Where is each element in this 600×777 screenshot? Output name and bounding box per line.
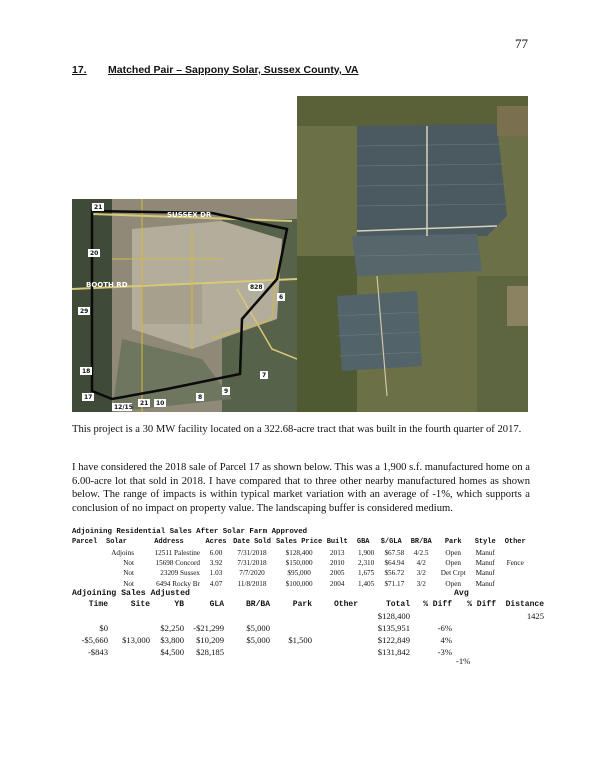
table-cell: 4/2 [416,558,426,567]
table-cell [500,568,530,578]
table-cell: 2010 [330,558,345,567]
table-cell: $10,209 [196,635,224,645]
table-cell: 7/31/2018 [237,548,267,557]
map-label: 17 [84,394,93,401]
table-cell: $5,000 [246,635,270,645]
table-cell [108,646,150,658]
table-cell [452,610,496,622]
table-cell [312,634,358,646]
table-cell: $150,000 [285,558,313,567]
column-header: Style [474,538,496,547]
table-cell: $4,500 [160,647,184,657]
map-label: 10 [156,400,165,407]
table-cell: $67.58 [384,548,405,557]
column-header: Distance [505,599,544,609]
table-row [70,547,530,557]
average-percent-diff: -1% [456,656,471,666]
table-cell: -$5,660 [81,635,108,645]
table-cell: -$843 [87,647,108,657]
table-cell [496,622,544,634]
map-label: 18 [82,368,91,375]
table-cell: Adjoins [111,548,134,557]
table-cell: 11/8/2018 [237,579,267,588]
table-cell [70,568,104,578]
table-cell: 2004 [330,579,345,588]
table-cell [108,610,150,622]
adjusted-table-title: Adjoining Sales Adjusted [72,589,190,598]
sales-table [70,537,530,589]
table-header-row [70,537,530,547]
table-cell [184,610,224,622]
table-cell: Manuf [475,569,495,578]
table-cell: 2005 [330,569,345,578]
map-label: 12/15 [114,404,133,411]
section-number: 17. [72,64,87,76]
table-cell: Fence [506,558,524,567]
table-row [72,610,544,622]
column-header: Other [504,538,526,547]
table-cell: Manuf [475,579,495,588]
table-cell: $64.94 [384,558,405,567]
aerial-photo [297,96,528,412]
table-cell [452,634,496,646]
table-cell [224,610,270,622]
table-cell: 4% [440,635,452,645]
table-cell: 3/2 [416,569,426,578]
table-cell [270,622,312,634]
table-cell: Manuf [475,558,495,567]
column-header: Acres [205,538,227,547]
table-cell: 6494 Rocky Br [156,579,200,588]
sales-table-title: Adjoining Residential Sales After Solar Farm Approved [72,528,308,536]
table-cell [70,547,104,557]
table-cell: $128,400 [377,611,410,621]
table-cell [410,610,452,622]
table-cell: 6.00 [209,548,223,557]
table-cell [312,646,358,658]
adjusted-avg-label: Avg [454,589,469,598]
table-cell [70,558,104,568]
column-header: Date Sold [233,538,271,547]
table-cell [70,579,104,589]
table-cell: $135,951 [377,623,410,633]
column-header: Park [444,538,462,547]
table-cell [496,634,544,646]
table-cell: $128,400 [285,548,313,557]
table-row [70,558,530,568]
column-header: Total [385,599,410,609]
table-header-row [72,598,544,610]
page-number: 77 [515,36,528,51]
table-cell: 15698 Concord [155,558,200,567]
map-label: 8 [198,394,203,401]
adjusted-table [72,598,544,658]
table-cell: Open [445,548,461,557]
map-label: 6 [279,294,284,301]
column-header: Sales Price [276,538,323,547]
table-cell [270,610,312,622]
table-cell [452,622,496,634]
map-label: 828 [250,284,263,291]
table-cell: Open [445,579,461,588]
column-header: Address [154,538,184,547]
column-header: Solar [106,538,128,547]
table-cell: $5,000 [246,623,270,633]
table-cell: $122,849 [377,635,410,645]
map-label: 9 [224,388,229,395]
map-label: 29 [80,308,89,315]
table-cell [312,622,358,634]
column-header: Time [88,599,108,609]
table-cell [496,646,544,658]
column-header: BR/BA [245,599,270,609]
table-cell: 4/2.5 [413,548,429,557]
table-cell: Not [123,569,134,578]
table-cell: Not [123,558,134,567]
column-header: Parcel [72,538,98,547]
table-cell [270,646,312,658]
table-cell [108,622,150,634]
table-row [70,579,530,589]
table-cell: 4.07 [209,579,223,588]
section-title: Matched Pair – Sappony Solar, Sussex County, VA [108,64,359,76]
map-label: 21 [94,204,103,211]
table-cell: 7/7/2020 [239,569,265,578]
paragraph-analysis: I have considered the 2018 sale of Parcel 17 as shown below. This was a 1,900 s.f. manufactured home on a 6.00-acre lot that sold in 2018. I have compared that to three other nearby manufactured homes as shown below. The range of impacts is within typical market variation with an average of -1%, which supports a conclusion of no impact on property value. The landscaping buffer is considered medium. [72,462,530,514]
table-cell [500,579,530,589]
table-cell: 1425 [526,611,544,621]
table-cell: $56.72 [384,569,405,578]
table-cell: $0 [99,623,108,633]
table-cell: $71.17 [384,579,405,588]
table-cell: Manuf [475,548,495,557]
table-cell: 1,675 [358,569,375,578]
table-cell: 2,310 [358,558,375,567]
table-cell: Not [123,579,134,588]
table-cell: $95,000 [287,569,311,578]
column-header: GLA [209,599,224,609]
table-cell: Det Crpt [440,569,466,578]
column-header: Other [333,599,358,609]
table-cell: $1,500 [288,635,312,645]
table-cell: -3% [437,647,452,657]
table-cell: $13,000 [122,635,150,645]
table-cell: -6% [437,623,452,633]
section-heading [72,64,359,76]
table-cell [224,646,270,658]
table-cell: 1.03 [209,569,223,578]
table-cell: 7/31/2018 [237,558,267,567]
column-header: YB [174,599,184,609]
table-row [72,646,544,658]
column-header: % Diff [423,599,452,609]
table-cell: 3.92 [209,558,223,567]
table-cell [150,610,184,622]
table-cell: 2013 [330,548,345,557]
table-row [72,634,544,646]
table-cell: $131,842 [377,647,410,657]
table-row [72,622,544,634]
column-header: $/GLA [380,538,402,547]
table-cell: -$21,299 [193,623,224,633]
map-label: BOOTH RD [86,281,128,289]
column-header: % Diff [467,599,496,609]
table-cell: 12511 Palestine [154,548,200,557]
table-cell: $3,800 [160,635,184,645]
column-header: GBA [356,538,370,547]
column-header: Park [292,599,312,609]
table-cell [72,610,108,622]
table-cell: 1,900 [358,548,375,557]
table-cell: $100,000 [285,579,313,588]
paragraph-project: This project is a 30 MW facility located on a 322.68-acre tract that was built in the fourth quarter of 2017. [72,424,522,435]
table-row [70,568,530,578]
parcel-map [72,199,297,412]
map-label: SUSSEX DR [167,211,212,219]
column-header: Site [130,599,150,609]
map-label: 20 [90,250,99,257]
table-cell [312,610,358,622]
column-header: Built [326,538,348,547]
table-cell: 3/2 [416,579,426,588]
column-header: BR/BA [410,538,432,547]
map-label: 21 [140,400,149,407]
table-cell [500,547,530,557]
map-label: 7 [262,372,267,379]
table-cell: Open [445,558,461,567]
table-cell: $28,185 [196,647,224,657]
table-cell: $2,250 [160,623,184,633]
table-cell: 1,405 [358,579,375,588]
table-cell: 23209 Sussex [160,569,200,578]
